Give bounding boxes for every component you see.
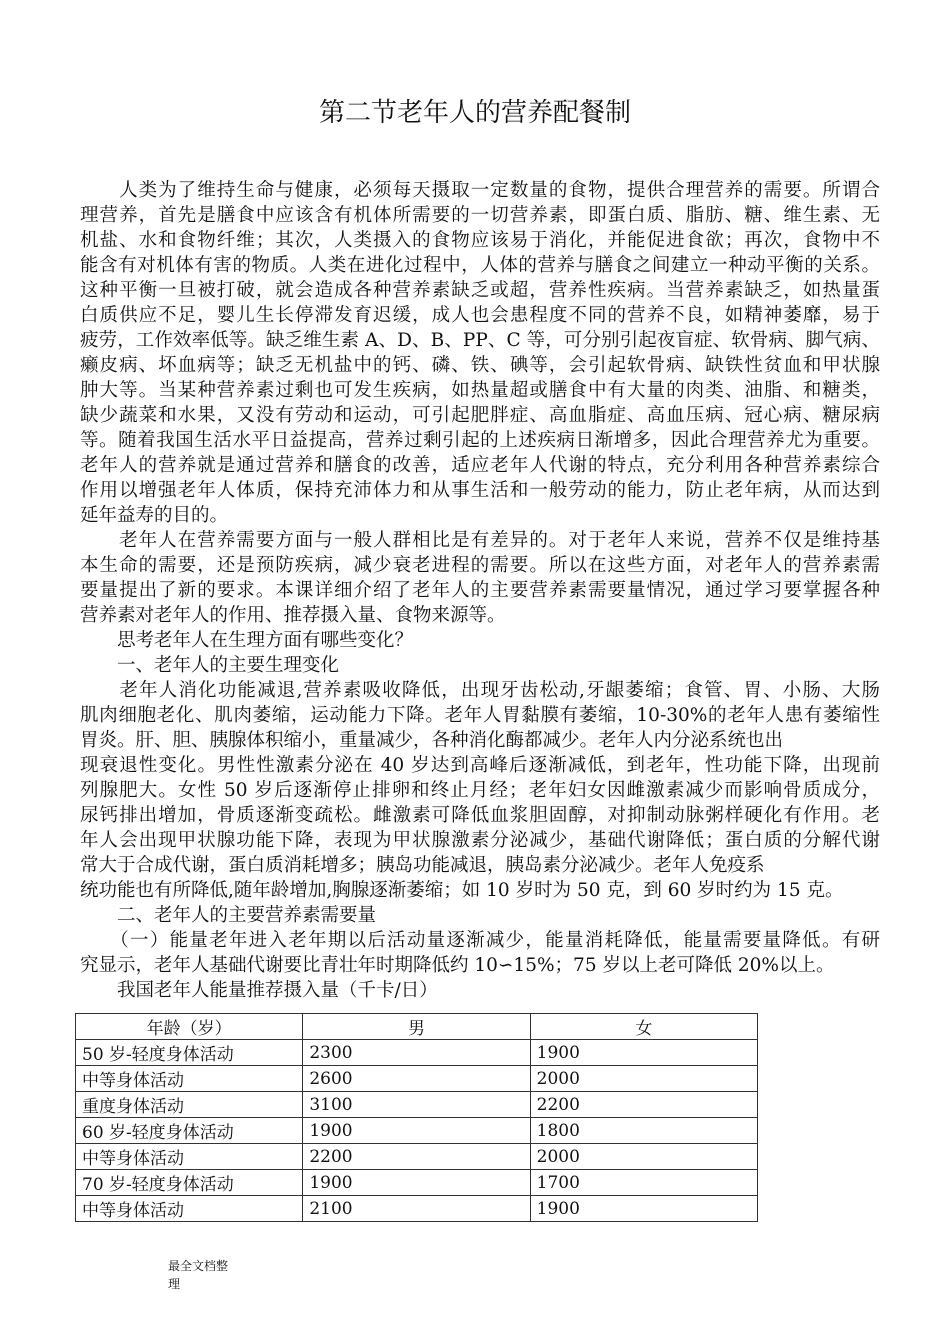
table-cell: 2100 — [303, 1196, 530, 1222]
table-cell: 70 岁-轻度身体活动 — [76, 1170, 303, 1196]
text-line: 尿钙排出增加，骨质逐渐变疏松。雌激素可降低血浆胆固醇，对抑制动脉粥样硬化有作用。老 — [80, 805, 880, 826]
table-row — [76, 1170, 758, 1196]
text-line: 一、老年人的主要生理变化 — [80, 655, 340, 676]
text-line: 胃炎。肝、胆、胰腺体积缩小，重量减少，各种消化酶都减少。老年人内分泌系统也出 — [80, 730, 784, 751]
table-row — [76, 1118, 758, 1144]
table-cell: 2300 — [303, 1040, 530, 1066]
text-line: 肌肉细胞老化、肌肉萎缩，运动能力下降。老年人胃黏膜有萎缩，10-30%的老年人患有萎缩性 — [80, 705, 880, 726]
table-row — [76, 1196, 758, 1222]
text-line: 人类为了维持生命与健康，必须每天摄取一定数量的食物，提供合理营养的需要。所谓合 — [80, 180, 880, 201]
text-line: 这种平衡一旦被打破，就会造成各种营养素缺乏或超，营养性疾病。当营养素缺乏，如热量蛋 — [80, 280, 880, 301]
text-line: 老年人在营养需要方面与一般人群相比是有差异的。对于老年人来说，营养不仅是维持基 — [80, 530, 880, 551]
text-line: 营养素对老年人的作用、推荐摄入量、食物来源等。 — [80, 605, 506, 626]
energy-intake-table — [75, 1013, 758, 1222]
table-cell: 1700 — [530, 1170, 757, 1196]
table-cell: 2000 — [530, 1144, 757, 1170]
text-line: （一）能量老年进入老年期以后活动量逐渐减少，能量消耗降低，能量需要量降低。有研 — [80, 930, 880, 951]
text-line: 现衰退性变化。男性性激素分泌在 40 岁达到高峰后逐渐减低，到老年，性功能下降，出现前 — [80, 755, 880, 776]
text-line: 本生命的需要，还是预防疾病，减少衰老进程的需要。所以在这些方面，对老年人的营养素需 — [80, 555, 880, 576]
header-female: 女 — [530, 1014, 757, 1040]
table-cell: 2600 — [303, 1066, 530, 1092]
table-cell: 重度身体活动 — [76, 1092, 303, 1118]
text-line: 白质供应不足，婴儿生长停滞发育迟缓，成人也会患程度不同的营养不良，如精神萎靡，易于 — [80, 305, 880, 326]
body-text — [80, 178, 880, 1003]
table-row — [76, 1040, 758, 1066]
table-row — [76, 1144, 758, 1170]
text-line: 能含有对机体有害的物质。人类在进化过程中，人体的营养与膳食之间建立一种动平衡的关系。 — [80, 255, 880, 276]
table-cell: 1900 — [303, 1170, 530, 1196]
table-header-row — [76, 1014, 758, 1040]
header-age: 年龄（岁） — [76, 1014, 303, 1040]
text-line: 老年人消化功能减退,营养素吸收降低，出现牙齿松动,牙龈萎缩；食管、胃、小肠、大肠 — [80, 680, 880, 701]
header-male: 男 — [303, 1014, 530, 1040]
text-line: 统功能也有所降低,随年龄增加,胸腺逐渐萎缩；如 10 岁时为 50 克，到 60 岁时约为 15 克。 — [80, 880, 844, 901]
text-line: 等。随着我国生活水平日益提高，营养过剩引起的上述疾病日渐增多，因此合理营养尤为重要。 — [80, 430, 880, 451]
text-line: 年人会出现甲状腺功能下降，表现为甲状腺激素分泌减少，基础代谢降低；蛋白质的分解代谢 — [80, 830, 880, 851]
text-line: 二、老年人的主要营养素需要量 — [80, 905, 377, 926]
text-line: 我国老年人能量推荐摄入量（千卡/日） — [80, 980, 438, 1001]
table-cell: 中等身体活动 — [76, 1066, 303, 1092]
table-cell: 中等身体活动 — [76, 1144, 303, 1170]
text-line: 常大于合成代谢，蛋白质消耗增多；胰岛功能减退，胰岛素分泌减少。老年人免疫系 — [80, 855, 765, 876]
text-line: 缺少蔬菜和水果，又没有劳动和运动，可引起肥胖症、高血脂症、高血压病、冠心病、糖尿病 — [80, 405, 880, 426]
table-cell: 1800 — [530, 1118, 757, 1144]
footer-note — [168, 1257, 228, 1293]
table-cell: 中等身体活动 — [76, 1196, 303, 1222]
footer-line: 理 — [168, 1277, 181, 1291]
text-line: 老年人的营养就是通过营养和膳食的改善，适应老年人代谢的特点，充分利用各种营养素综合 — [80, 455, 880, 476]
text-line: 思考老年人在生理方面有哪些变化？ — [80, 630, 414, 651]
table-cell: 2200 — [303, 1144, 530, 1170]
table-row — [76, 1092, 758, 1118]
table-cell: 60 岁-轻度身体活动 — [76, 1118, 303, 1144]
table-cell: 50 岁-轻度身体活动 — [76, 1040, 303, 1066]
table-cell: 2200 — [530, 1092, 757, 1118]
text-line: 作用以增强老年人体质，保持充沛体力和从事生活和一般劳动的能力，防止老年病，从而达到 — [80, 480, 880, 501]
text-line: 疲劳，工作效率低等。缺乏维生素 A、D、B、PP、C 等，可分别引起夜盲症、软骨病、脚气病、 — [80, 330, 880, 351]
text-line: 究显示，老年人基础代谢要比青壮年时期降低约 10∽15%；75 岁以上老可降低 20%以上。 — [80, 955, 835, 976]
text-line: 理营养，首先是膳食中应该含有机体所需要的一切营养素，即蛋白质、脂肪、糖、维生素、无 — [80, 205, 880, 226]
document-title: 第二节老年人的营养配餐制 — [318, 98, 631, 128]
text-line: 延年益寿的目的。 — [80, 505, 229, 526]
footer-line: 最全文档整 — [168, 1259, 229, 1273]
table-cell: 1900 — [530, 1196, 757, 1222]
table-cell: 1900 — [303, 1118, 530, 1144]
table-row — [76, 1066, 758, 1092]
text-line: 机盐、水和食物纤维；其次，人类摄入的食物应该易于消化，并能促进食欲；再次，食物中不 — [80, 230, 880, 251]
table-cell: 2000 — [530, 1066, 757, 1092]
text-line: 要量提出了新的要求。本课详细介绍了老年人的主要营养素需要量情况，通过学习要掌握各种 — [80, 580, 880, 601]
text-line: 癞皮病、坏血病等；缺乏无机盐中的钙、磷、铁、碘等，会引起软骨病、缺铁性贫血和甲状腺 — [80, 355, 880, 376]
text-line: 列腺肥大。女性 50 岁后逐渐停止排卵和终止月经；老年妇女因雌激素减少而影响骨质成分， — [80, 780, 880, 801]
table-cell: 1900 — [530, 1040, 757, 1066]
table-cell: 3100 — [303, 1092, 530, 1118]
text-line: 肿大等。当某种营养素过剩也可发生疾病，如热量超或膳食中有大量的肉类、油脂、和糖类， — [80, 380, 880, 401]
